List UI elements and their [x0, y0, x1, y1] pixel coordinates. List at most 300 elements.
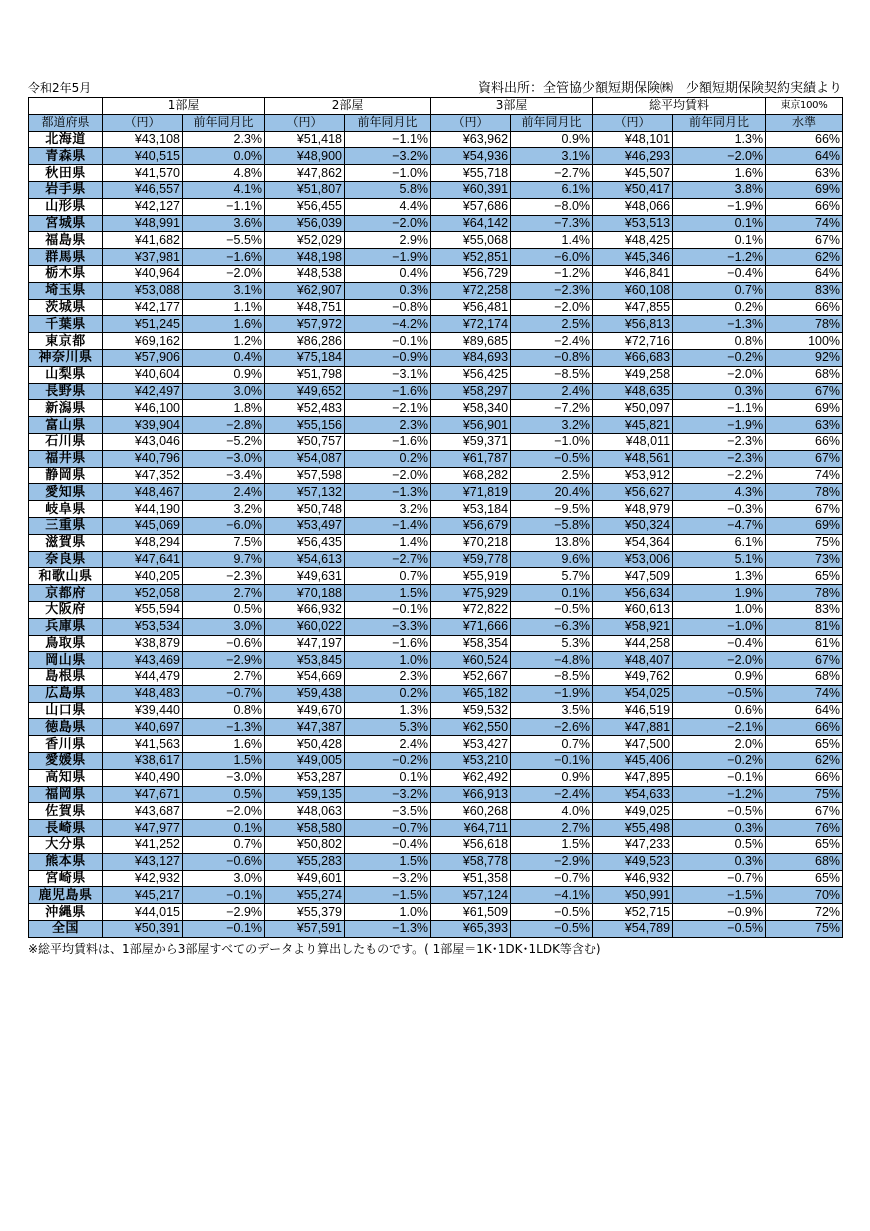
yoy-cell: 2.9% — [345, 232, 431, 249]
table-row — [29, 551, 843, 568]
level-cell: 64% — [766, 148, 843, 165]
rent-cell: ¥52,715 — [593, 904, 673, 921]
rent-cell: ¥59,135 — [265, 786, 345, 803]
yoy-cell: −2.3% — [183, 568, 265, 585]
table-body — [29, 131, 843, 937]
yoy-cell: 0.5% — [183, 601, 265, 618]
yoy-cell: 3.2% — [511, 417, 593, 434]
pref-cell: 静岡県 — [29, 467, 103, 484]
rent-cell: ¥43,127 — [103, 853, 183, 870]
yoy-cell: 0.9% — [183, 366, 265, 383]
yoy-cell: −0.1% — [345, 333, 431, 350]
rent-cell: ¥48,561 — [593, 450, 673, 467]
yoy-cell: 0.7% — [673, 282, 766, 299]
yoy-cell: −0.7% — [673, 870, 766, 887]
rent-cell: ¥50,991 — [593, 887, 673, 904]
rent-cell: ¥47,671 — [103, 786, 183, 803]
yoy-cell: 0.8% — [183, 702, 265, 719]
level-cell: 83% — [766, 282, 843, 299]
level-cell: 69% — [766, 400, 843, 417]
table-row — [29, 299, 843, 316]
table-row — [29, 131, 843, 148]
rent-cell: ¥58,297 — [431, 383, 511, 400]
level-cell: 62% — [766, 249, 843, 266]
rent-cell: ¥66,913 — [431, 786, 511, 803]
rent-cell: ¥54,633 — [593, 786, 673, 803]
rent-cell: ¥59,532 — [431, 702, 511, 719]
yoy-cell: −1.3% — [345, 484, 431, 501]
table-row — [29, 148, 843, 165]
level-cell: 66% — [766, 299, 843, 316]
rent-cell: ¥42,497 — [103, 383, 183, 400]
pref-cell: 秋田県 — [29, 165, 103, 182]
level-cell: 69% — [766, 181, 843, 198]
rent-cell: ¥40,796 — [103, 450, 183, 467]
report-period: 令和2年5月 — [28, 81, 92, 95]
rent-table — [28, 97, 843, 938]
yoy-cell: 1.5% — [345, 853, 431, 870]
table-row — [29, 736, 843, 753]
rent-cell: ¥53,497 — [265, 517, 345, 534]
level-cell: 63% — [766, 417, 843, 434]
level-cell: 66% — [766, 769, 843, 786]
rent-cell: ¥53,287 — [265, 769, 345, 786]
yoy-cell: −1.1% — [183, 198, 265, 215]
rent-cell: ¥42,127 — [103, 198, 183, 215]
pref-cell: 香川県 — [29, 736, 103, 753]
rent-cell: ¥38,879 — [103, 635, 183, 652]
table-row — [29, 366, 843, 383]
rent-cell: ¥54,789 — [593, 921, 673, 938]
yoy-cell: −8.5% — [511, 366, 593, 383]
rent-cell: ¥51,358 — [431, 870, 511, 887]
rent-cell: ¥89,685 — [431, 333, 511, 350]
yoy-cell: −3.5% — [345, 803, 431, 820]
rent-cell: ¥54,613 — [265, 551, 345, 568]
level-cell: 68% — [766, 366, 843, 383]
pref-cell: 千葉県 — [29, 316, 103, 333]
rent-cell: ¥72,716 — [593, 333, 673, 350]
table-row — [29, 316, 843, 333]
yoy-cell: 4.1% — [183, 181, 265, 198]
level-cell: 66% — [766, 433, 843, 450]
rent-cell: ¥39,440 — [103, 702, 183, 719]
rent-cell: ¥55,498 — [593, 820, 673, 837]
rent-cell: ¥56,481 — [431, 299, 511, 316]
rent-cell: ¥56,618 — [431, 837, 511, 854]
rent-cell: ¥55,718 — [431, 165, 511, 182]
rent-cell: ¥48,066 — [593, 198, 673, 215]
rent-cell: ¥56,435 — [265, 534, 345, 551]
rent-cell: ¥59,371 — [431, 433, 511, 450]
yoy-cell: 3.1% — [511, 148, 593, 165]
pref-header: 都道府県 — [29, 114, 103, 131]
yoy-cell: −4.2% — [345, 316, 431, 333]
level-cell: 74% — [766, 685, 843, 702]
rent-cell: ¥48,063 — [265, 803, 345, 820]
rent-cell: ¥51,807 — [265, 181, 345, 198]
rent-cell: ¥48,979 — [593, 501, 673, 518]
rent-cell: ¥64,142 — [431, 215, 511, 232]
yoy-cell: 0.9% — [511, 131, 593, 148]
yoy-cell: −0.7% — [183, 685, 265, 702]
yoy-cell: 2.5% — [511, 316, 593, 333]
report-source: 資料出所：全管協少額短期保険㈱ 少額短期保険契約実績より — [477, 81, 842, 96]
rent-cell: ¥72,822 — [431, 601, 511, 618]
pref-cell: 長野県 — [29, 383, 103, 400]
yoy-cell: 1.9% — [673, 585, 766, 602]
rent-cell: ¥55,594 — [103, 601, 183, 618]
level-cell: 83% — [766, 601, 843, 618]
yoy-cell: 1.5% — [511, 837, 593, 854]
yoy-cell: 1.2% — [183, 333, 265, 350]
yen-header: （円） — [593, 114, 673, 131]
table-row — [29, 837, 843, 854]
rent-cell: ¥43,046 — [103, 433, 183, 450]
rent-cell: ¥40,604 — [103, 366, 183, 383]
table-row — [29, 215, 843, 232]
level-header: 水準 — [766, 114, 843, 131]
yoy-cell: −3.3% — [345, 618, 431, 635]
table-row — [29, 484, 843, 501]
table-row — [29, 921, 843, 938]
pref-cell: 全国 — [29, 921, 103, 938]
rent-cell: ¥46,519 — [593, 702, 673, 719]
yoy-cell: 1.1% — [183, 299, 265, 316]
yoy-cell: 1.6% — [673, 165, 766, 182]
pref-cell: 宮崎県 — [29, 870, 103, 887]
rent-cell: ¥48,407 — [593, 652, 673, 669]
yoy-cell: 0.1% — [183, 820, 265, 837]
rent-cell: ¥53,088 — [103, 282, 183, 299]
rent-cell: ¥62,492 — [431, 769, 511, 786]
corner-cell — [29, 98, 103, 115]
rent-cell: ¥40,205 — [103, 568, 183, 585]
yoy-cell: −7.3% — [511, 215, 593, 232]
rent-cell: ¥54,364 — [593, 534, 673, 551]
pref-cell: 島根県 — [29, 669, 103, 686]
table-row — [29, 534, 843, 551]
rent-cell: ¥68,282 — [431, 467, 511, 484]
rent-cell: ¥62,550 — [431, 719, 511, 736]
rent-cell: ¥46,841 — [593, 265, 673, 282]
rent-cell: ¥48,101 — [593, 131, 673, 148]
pref-cell: 熊本県 — [29, 853, 103, 870]
yoy-cell: 0.5% — [673, 837, 766, 854]
yoy-cell: 0.3% — [673, 820, 766, 837]
yoy-cell: 3.5% — [511, 702, 593, 719]
yoy-cell: −1.6% — [345, 635, 431, 652]
yoy-cell: 0.3% — [673, 383, 766, 400]
yoy-cell: −1.0% — [511, 433, 593, 450]
rent-cell: ¥66,932 — [265, 601, 345, 618]
level-cell: 69% — [766, 517, 843, 534]
table-row — [29, 249, 843, 266]
yoy-cell: 3.0% — [183, 618, 265, 635]
rent-cell: ¥43,469 — [103, 652, 183, 669]
pref-cell: 長崎県 — [29, 820, 103, 837]
rent-cell: ¥45,507 — [593, 165, 673, 182]
yoy-cell: −6.3% — [511, 618, 593, 635]
yoy-cell: 5.1% — [673, 551, 766, 568]
table-row — [29, 282, 843, 299]
rent-cell: ¥57,598 — [265, 467, 345, 484]
group-header-row — [29, 98, 843, 115]
pref-cell: 大阪府 — [29, 601, 103, 618]
yoy-cell: 1.3% — [673, 131, 766, 148]
yoy-cell: −2.0% — [673, 148, 766, 165]
table-row — [29, 467, 843, 484]
table-row — [29, 265, 843, 282]
rent-cell: ¥41,563 — [103, 736, 183, 753]
yoy-cell: 0.9% — [673, 669, 766, 686]
rent-cell: ¥51,798 — [265, 366, 345, 383]
pref-cell: 岡山県 — [29, 652, 103, 669]
yoy-cell: −0.1% — [183, 887, 265, 904]
level-cell: 61% — [766, 635, 843, 652]
level-cell: 74% — [766, 467, 843, 484]
table-row — [29, 585, 843, 602]
rent-cell: ¥55,068 — [431, 232, 511, 249]
rent-cell: ¥54,936 — [431, 148, 511, 165]
rent-cell: ¥50,802 — [265, 837, 345, 854]
yoy-cell: −2.3% — [673, 433, 766, 450]
pref-cell: 宮城県 — [29, 215, 103, 232]
yoy-cell: 2.7% — [511, 820, 593, 837]
level-cell: 92% — [766, 349, 843, 366]
rent-cell: ¥62,907 — [265, 282, 345, 299]
yoy-cell: −0.6% — [183, 853, 265, 870]
yoy-cell: 3.2% — [183, 501, 265, 518]
level-cell: 64% — [766, 265, 843, 282]
yoy-cell: −3.4% — [183, 467, 265, 484]
yoy-cell: 0.1% — [345, 769, 431, 786]
pref-cell: 神奈川県 — [29, 349, 103, 366]
yoy-cell: 3.1% — [183, 282, 265, 299]
yoy-cell: 3.6% — [183, 215, 265, 232]
yoy-cell: 4.8% — [183, 165, 265, 182]
pref-cell: 奈良県 — [29, 551, 103, 568]
yoy-cell: 1.8% — [183, 400, 265, 417]
table-row — [29, 685, 843, 702]
yoy-cell: −0.5% — [511, 450, 593, 467]
table-row — [29, 501, 843, 518]
yoy-cell: −1.2% — [673, 786, 766, 803]
yoy-cell: −0.2% — [673, 753, 766, 770]
rent-cell: ¥47,500 — [593, 736, 673, 753]
footnote: ※総平均賃料は、1部屋から3部屋すべてのデータより算出したものです。( 1部屋＝1K･1DK･1LDK等含む) — [28, 941, 601, 956]
yoy-cell: 4.0% — [511, 803, 593, 820]
pref-cell: 新潟県 — [29, 400, 103, 417]
rent-cell: ¥52,483 — [265, 400, 345, 417]
table-row — [29, 669, 843, 686]
yoy-header: 前年同月比 — [345, 114, 431, 131]
yen-header: （円） — [431, 114, 511, 131]
yoy-cell: −1.9% — [511, 685, 593, 702]
rent-cell: ¥55,379 — [265, 904, 345, 921]
level-cell: 75% — [766, 786, 843, 803]
rent-cell: ¥60,108 — [593, 282, 673, 299]
rent-cell: ¥59,778 — [431, 551, 511, 568]
yoy-cell: −0.2% — [673, 349, 766, 366]
rent-cell: ¥53,845 — [265, 652, 345, 669]
yoy-cell: 0.3% — [673, 853, 766, 870]
yoy-cell: −1.2% — [673, 249, 766, 266]
rent-cell: ¥53,184 — [431, 501, 511, 518]
rent-cell: ¥49,670 — [265, 702, 345, 719]
rent-cell: ¥54,025 — [593, 685, 673, 702]
yoy-cell: −2.1% — [673, 719, 766, 736]
pref-cell: 埼玉県 — [29, 282, 103, 299]
yoy-cell: −1.4% — [345, 517, 431, 534]
yoy-cell: −0.1% — [673, 769, 766, 786]
table-row — [29, 433, 843, 450]
level-cell: 68% — [766, 669, 843, 686]
rent-cell: ¥48,991 — [103, 215, 183, 232]
yoy-cell: 1.0% — [345, 904, 431, 921]
table-row — [29, 820, 843, 837]
yoy-cell: 3.2% — [345, 501, 431, 518]
yoy-cell: 0.1% — [673, 215, 766, 232]
yoy-cell: 1.4% — [345, 534, 431, 551]
table-row — [29, 786, 843, 803]
yoy-cell: −2.1% — [345, 400, 431, 417]
pref-cell: 石川県 — [29, 433, 103, 450]
yoy-cell: 0.1% — [673, 232, 766, 249]
yoy-cell: 6.1% — [511, 181, 593, 198]
level-cell: 64% — [766, 702, 843, 719]
group-header: 1部屋 — [103, 98, 265, 115]
rent-cell: ¥37,981 — [103, 249, 183, 266]
table-row — [29, 165, 843, 182]
yoy-cell: −0.2% — [345, 753, 431, 770]
level-cell: 65% — [766, 837, 843, 854]
pref-cell: 大分県 — [29, 837, 103, 854]
level-cell: 78% — [766, 316, 843, 333]
table-row — [29, 753, 843, 770]
rent-cell: ¥53,006 — [593, 551, 673, 568]
yoy-cell: −1.0% — [673, 618, 766, 635]
yoy-cell: 3.0% — [183, 383, 265, 400]
rent-cell: ¥56,813 — [593, 316, 673, 333]
pref-cell: 青森県 — [29, 148, 103, 165]
yoy-cell: −0.3% — [673, 501, 766, 518]
rent-cell: ¥66,683 — [593, 349, 673, 366]
rent-cell: ¥65,182 — [431, 685, 511, 702]
table-row — [29, 719, 843, 736]
yoy-cell: 2.7% — [183, 669, 265, 686]
yoy-header: 前年同月比 — [511, 114, 593, 131]
yoy-cell: −2.0% — [183, 265, 265, 282]
rent-cell: ¥64,711 — [431, 820, 511, 837]
rent-cell: ¥47,977 — [103, 820, 183, 837]
level-cell: 66% — [766, 719, 843, 736]
rent-cell: ¥53,210 — [431, 753, 511, 770]
yoy-cell: 0.4% — [345, 265, 431, 282]
rent-cell: ¥44,479 — [103, 669, 183, 686]
level-cell: 100% — [766, 333, 843, 350]
rent-cell: ¥72,258 — [431, 282, 511, 299]
pref-cell: 和歌山県 — [29, 568, 103, 585]
rent-cell: ¥60,391 — [431, 181, 511, 198]
rent-cell: ¥48,294 — [103, 534, 183, 551]
yoy-cell: −2.0% — [673, 366, 766, 383]
level-cell: 70% — [766, 887, 843, 904]
yoy-cell: −1.0% — [345, 165, 431, 182]
yoy-cell: −0.6% — [183, 635, 265, 652]
level-cell: 65% — [766, 870, 843, 887]
level-cell: 67% — [766, 383, 843, 400]
table-row — [29, 652, 843, 669]
yoy-cell: 4.4% — [345, 198, 431, 215]
rent-cell: ¥44,258 — [593, 635, 673, 652]
yoy-cell: 1.6% — [183, 736, 265, 753]
yoy-cell: −2.9% — [183, 652, 265, 669]
yoy-cell: 2.4% — [511, 383, 593, 400]
rent-cell: ¥51,245 — [103, 316, 183, 333]
yoy-cell: −1.3% — [673, 316, 766, 333]
rent-cell: ¥71,666 — [431, 618, 511, 635]
rent-cell: ¥57,686 — [431, 198, 511, 215]
rent-report — [28, 80, 842, 957]
table-row — [29, 450, 843, 467]
rent-cell: ¥54,087 — [265, 450, 345, 467]
report-header-line — [28, 80, 842, 97]
yoy-cell: −2.3% — [511, 282, 593, 299]
rent-cell: ¥47,862 — [265, 165, 345, 182]
yoy-cell: 0.4% — [183, 349, 265, 366]
rent-cell: ¥61,787 — [431, 450, 511, 467]
table-row — [29, 198, 843, 215]
rent-cell: ¥56,627 — [593, 484, 673, 501]
yoy-cell: 0.2% — [345, 450, 431, 467]
yoy-cell: −1.3% — [345, 921, 431, 938]
rent-cell: ¥55,919 — [431, 568, 511, 585]
yoy-cell: 2.3% — [345, 669, 431, 686]
pref-cell: 福島県 — [29, 232, 103, 249]
yoy-cell: 0.9% — [511, 769, 593, 786]
yoy-cell: −0.9% — [345, 349, 431, 366]
yoy-cell: 2.3% — [345, 417, 431, 434]
rent-cell: ¥50,324 — [593, 517, 673, 534]
table-row — [29, 702, 843, 719]
table-row — [29, 400, 843, 417]
table-row — [29, 887, 843, 904]
yoy-cell: 0.7% — [183, 837, 265, 854]
rent-cell: ¥50,428 — [265, 736, 345, 753]
rent-cell: ¥57,972 — [265, 316, 345, 333]
yoy-cell: 0.2% — [673, 299, 766, 316]
rent-cell: ¥49,652 — [265, 383, 345, 400]
yoy-cell: −3.1% — [345, 366, 431, 383]
yoy-cell: 2.0% — [673, 736, 766, 753]
rent-cell: ¥57,591 — [265, 921, 345, 938]
yoy-cell: 1.6% — [183, 316, 265, 333]
rent-cell: ¥40,515 — [103, 148, 183, 165]
level-cell: 76% — [766, 820, 843, 837]
column-header-row — [29, 114, 843, 131]
yoy-cell: 0.6% — [673, 702, 766, 719]
table-row — [29, 232, 843, 249]
rent-cell: ¥70,218 — [431, 534, 511, 551]
table-row — [29, 568, 843, 585]
level-cell: 65% — [766, 568, 843, 585]
rent-cell: ¥54,669 — [265, 669, 345, 686]
pref-cell: 栃木県 — [29, 265, 103, 282]
rent-cell: ¥71,819 — [431, 484, 511, 501]
yoy-cell: −3.2% — [345, 786, 431, 803]
table-row — [29, 383, 843, 400]
